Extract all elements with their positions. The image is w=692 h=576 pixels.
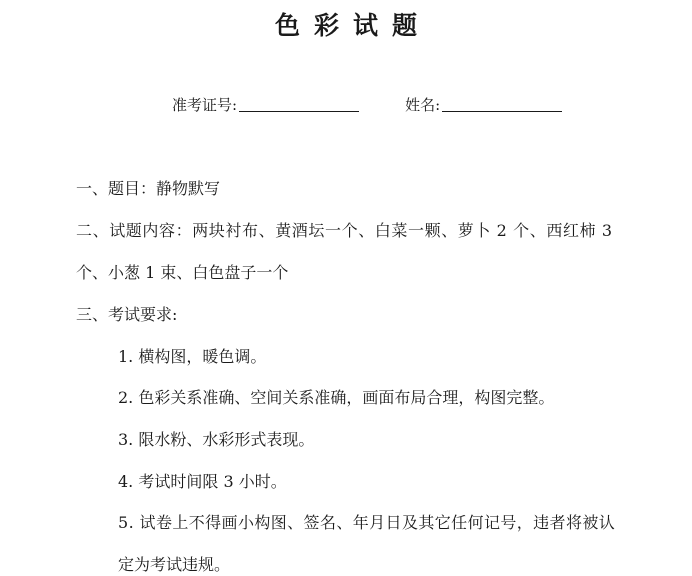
section-topic: 一、题目：静物默写 [76, 179, 221, 198]
requirement-item-5-line-1: 5. 试卷上不得画小构图、签名、年月日及其它任何记号，违者将被认 [118, 513, 616, 532]
requirement-item-3: 3. 限水粉、水彩形式表现。 [118, 430, 315, 449]
candidate-info-row [172, 94, 562, 115]
section-requirements-heading: 三、考试要求: [76, 305, 178, 324]
requirement-item-1: 1. 横构图，暖色调。 [118, 347, 267, 366]
section-content-line-2: 个、小葱 1 束、白色盘子一个 [76, 263, 289, 282]
exam-number-blank-line [239, 110, 359, 112]
requirement-item-2: 2. 色彩关系准确、空间关系准确，画面布局合理，构图完整。 [118, 388, 555, 407]
name-blank-line [442, 110, 562, 112]
name-field [405, 94, 562, 115]
page-title: 色彩试题 [274, 11, 431, 40]
requirement-item-5-line-2: 定为考试违规。 [118, 555, 231, 574]
exam-number-label: 准考证号: [172, 96, 238, 114]
requirement-item-4: 4. 考试时间限 3 小时。 [118, 472, 287, 491]
name-label: 姓名: [405, 96, 441, 114]
section-content-line-1: 二、试题内容：两块衬布、黄酒坛一个、白菜一颗、萝卜 2 个、西红柿 3 [76, 221, 613, 240]
exam-number-field [172, 94, 359, 115]
